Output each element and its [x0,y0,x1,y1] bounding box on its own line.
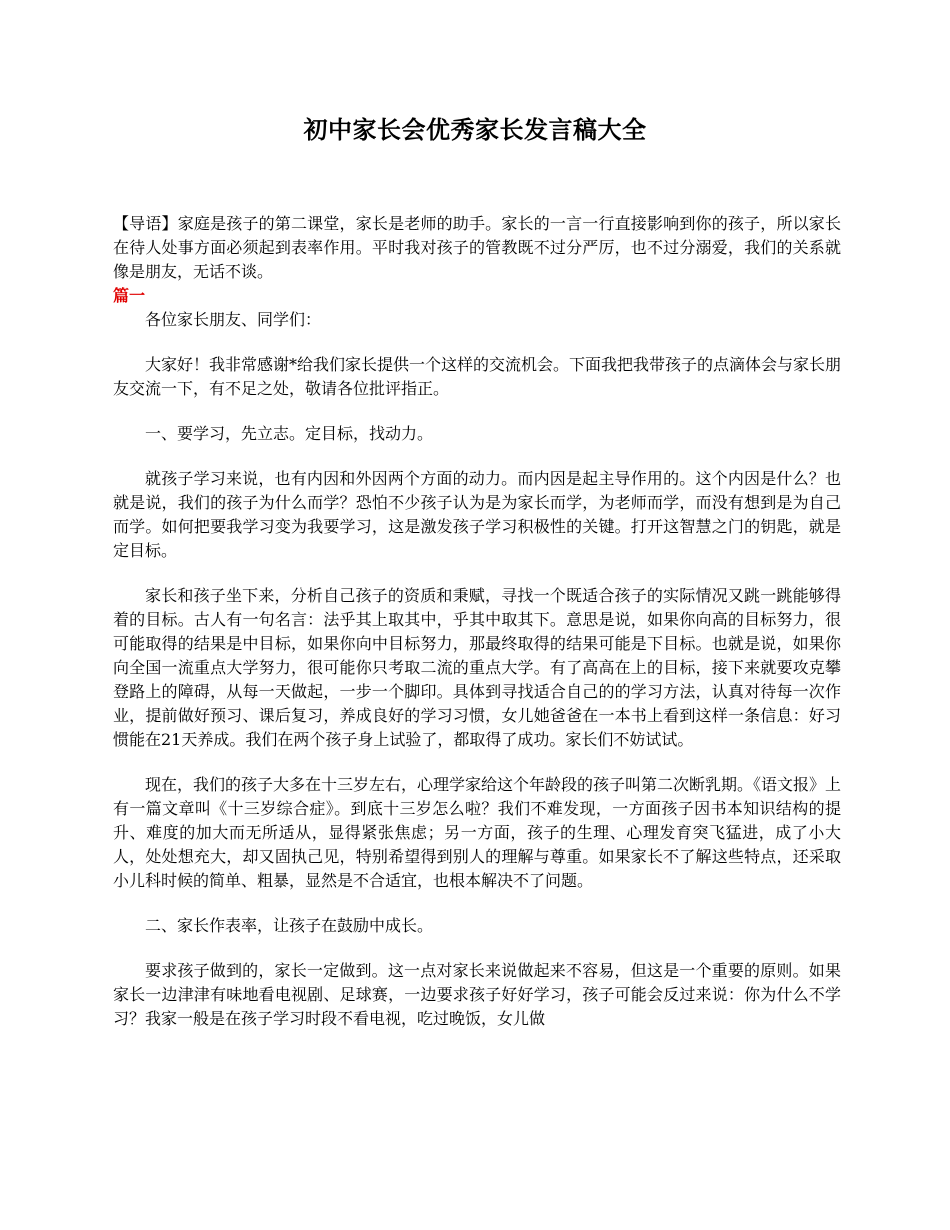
section-heading: 二、家长作表率，让孩子在鼓励中成长。 [145,916,434,935]
body-paragraph: 现在，我们的孩子大多在十三岁左右，心理学家给这个年龄段的孩子叫第二次断乳期。《语文报》上有一篇文章叫《十三岁综合症》。到底十三岁怎么啦？我们不难发现，一方面孩子因书本知识结构的提升、难度的加大而无所适从，显得紧张焦虑；另一方面，孩子的生理、心理发育突飞猛进，成了小大人，处处想充大，却又固执己见，特别希望得到别人的理解与尊重。如果家长不了解这些特点，还采取小儿科时候的简单、粗暴，显然是不合适宜，也根本解决不了问题。 [113,775,842,890]
body-paragraph: 要求孩子做到的，家长一定做到。这一点对家长来说做起来不容易，但这是一个重要的原则。如果家长一边津津有味地看电视剧、足球赛，一边要求孩子好好学习，孩子可能会反过来说：你为什么不学习？我家一般是在孩子学习时段不看电视，吃过晚饭，女儿做 [113,961,841,1028]
document-title: 初中家长会优秀家长发言稿大全 [303,115,647,144]
section-heading: 一、要学习，先立志。定目标，找动力。 [145,424,434,443]
body-paragraph: 家长和孩子坐下来，分析自己孩子的资质和秉赋，寻找一个既适合孩子的实际情况又跳一跳能够得着的目标。古人有一句名言：法乎其上取其中，乎其中取其下。意思是说，如果你向高的目标努力，很可能取得的结果是中目标，如果你向中目标努力，那最终取得的结果可能是下目标。也就是说，如果你向全国一流重点大学努力，很可能你只考取二流的重点大学。有了高高在上的目标，接下来就要攻克攀登路上的障碍，从每一天做起，一步一个脚印。具体到寻找适合自己的的学习方法，认真对待每一次作业，提前做好预习、课后复习，养成良好的学习习惯，女儿她爸爸在一本书上看到这样一条信息：好习惯能在21天养成。我们在两个孩子身上试验了，都取得了成功。家长们不妨试试。 [113,586,841,749]
section-label: 篇一 [113,286,146,305]
document-body [113,212,841,1052]
body-paragraph: 就孩子学习来说，也有内因和外因两个方面的动力。而内因是起主导作用的。这个内因是什么？也就是说，我们的孩子为什么而学？恐怕不少孩子认为是为家长而学，为老师而学，而没有想到是为自己而学。如何把要我学习变为我要学习，这是激发孩子学习积极性的关键。打开这智慧之门的钥匙，就是定目标。 [113,469,841,560]
body-paragraph: 大家好！我非常感谢*给我们家长提供一个这样的交流机会。下面我把我带孩子的点滴体会与家长朋友交流一下，有不足之处，敬请各位批评指正。 [113,355,842,398]
intro-paragraph: 【导语】家庭是孩子的第二课堂，家长是老师的助手。家长的一言一行直接影响到你的孩子，所以家长在待人处事方面必须起到表率作用。平时我对孩子的管教既不过分严厉，也不过分溺爱，我们的关系就像是朋友，无话不谈。 [113,214,841,281]
body-paragraph: 各位家长朋友、同学们： [145,310,322,329]
